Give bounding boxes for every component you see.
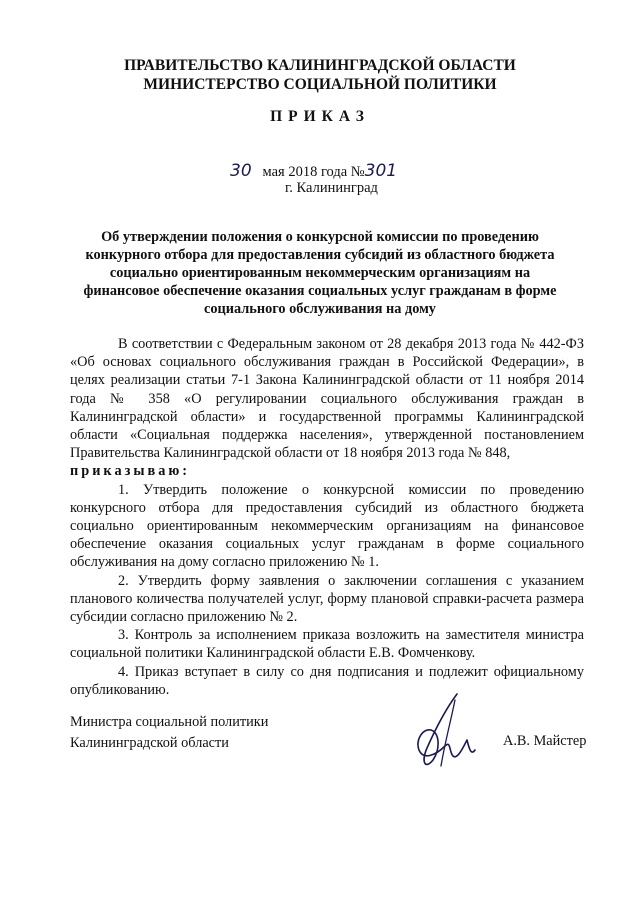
order-city: г. Калининград [285, 180, 378, 196]
government-name: ПРАВИТЕЛЬСТВО КАЛИНИНГРАДСКОЙ ОБЛАСТИ [124, 57, 516, 74]
ministry-name: МИНИСТЕРСТВО СОЦИАЛЬНОЙ ПОЛИТИКИ [143, 76, 497, 93]
order-word: приказываю: [70, 463, 191, 480]
order-day-handwritten: 30 [230, 161, 252, 181]
order-subject [70, 228, 570, 318]
order-date-line [230, 161, 397, 181]
order-month-year: мая 2018 года № [262, 164, 365, 180]
order-item: 3. Контроль за исполнением приказа возложить на заместителя министра социальной политики Калининградской области Е.В. Фомченкову. [70, 627, 584, 662]
order-word-paragraph [70, 462, 584, 480]
document-header [0, 56, 640, 94]
subject-line: финансовое обеспечение оказания социальных услуг гражданам в форме [83, 283, 557, 299]
order-body [70, 335, 584, 699]
signatory-position-line: Министра социальной политики [70, 714, 269, 730]
handwritten-signature [405, 690, 485, 772]
signatory-name: А.В. Майстер [503, 733, 587, 749]
subject-line: социально ориентированным некоммерческим организациям на [109, 265, 531, 281]
order-item: 4. Приказ вступает в силу со дня подписания и подлежит официальному опубликованию. [70, 663, 584, 698]
signatory-position-line: Калининградской области [70, 735, 229, 751]
order-number-handwritten: 301 [364, 161, 398, 181]
order-item: 1. Утвердить положение о конкурсной комиссии по проведению конкурсного отбора для предоставления субсидий из областного бюджета социально ориентированным некоммерческим организациям на финансовое обеспечение оказания социальных услуг гражданам в форме социального обслуживания на дому согласно приложению № 1. [70, 481, 584, 571]
subject-line: Об утверждении положения о конкурсной комиссии по проведению [101, 229, 539, 245]
order-title: ПРИКАЗ [270, 108, 370, 125]
subject-line: социального обслуживания на дому [204, 301, 436, 317]
order-item: 2. Утвердить форму заявления о заключении соглашения с указанием планового количества получателей услуг, форму плановой справки-расчета размера субсидии согласно приложению № 2. [70, 572, 584, 626]
preamble-paragraph: В соответствии с Федеральным законом от 28 декабря 2013 года № 442-ФЗ «Об основах социального обслуживания граждан в Российской Федерации», в целях реализации статьи 7-1 Закона Калининградской области от 11 ноября 2014 года № 358 «О регулировании социального обслуживания граждан в Калининградской области» и государственной программы Калининградской области «Социальная поддержка населения», утвержденной постановлением Правительства Калининградской области от 18 ноября 2013 года № 848, [70, 336, 584, 462]
subject-line: конкурного отбора для предоставления субсидий из областного бюджета [85, 247, 555, 263]
signatory-position [70, 712, 268, 754]
